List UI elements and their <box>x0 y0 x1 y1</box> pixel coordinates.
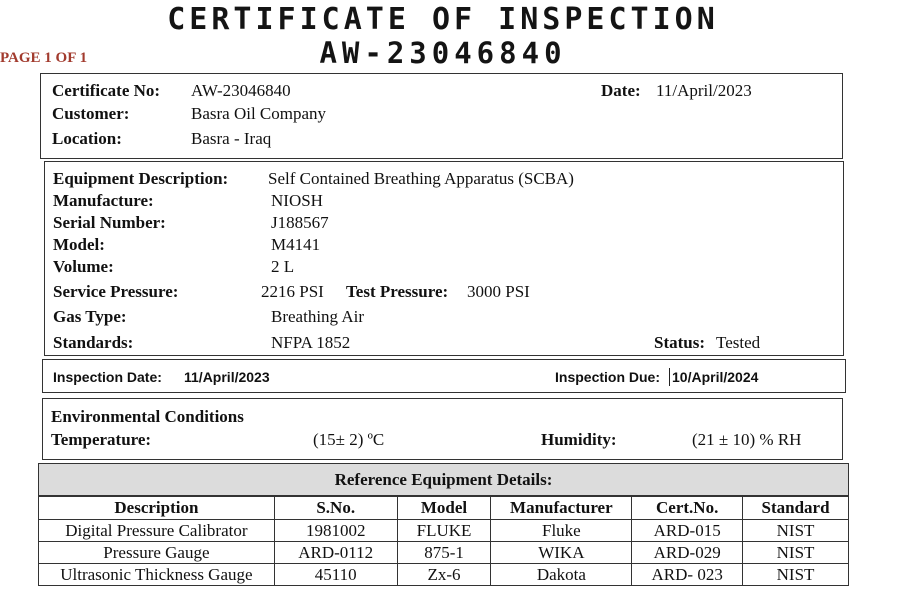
table-row <box>39 564 849 586</box>
column-header: Model <box>397 497 491 520</box>
table-cell: NIST <box>743 564 849 586</box>
customer-value: Basra Oil Company <box>191 104 327 123</box>
table-cell: WIKA <box>491 542 632 564</box>
column-header: Manufacturer <box>491 497 632 520</box>
inspection-date-value: 11/April/2023 <box>184 369 270 385</box>
environment-heading: Environmental Conditions <box>51 407 244 426</box>
table-cell: 1981002 <box>274 520 397 542</box>
table-row <box>39 520 849 542</box>
serial-label: Serial Number: <box>53 213 166 232</box>
service-pressure-label: Service Pressure: <box>53 282 179 301</box>
inspection-due-value: 10/April/2024 <box>672 369 759 385</box>
humidity-value: (21 ± 10) % RH <box>692 430 802 449</box>
cert-no-label: Certificate No: <box>52 81 161 100</box>
column-header: S.No. <box>274 497 397 520</box>
reference-table <box>38 496 849 586</box>
certificate-title: CERTIFICATE OF INSPECTION <box>167 2 719 37</box>
location-value: Basra - Iraq <box>191 129 272 148</box>
manufacture-value: NIOSH <box>271 191 323 210</box>
temperature-value: (15± 2) ºC <box>313 430 385 449</box>
table-cell: Dakota <box>491 564 632 586</box>
service-pressure-value: 2216 PSI <box>261 282 324 301</box>
status-label: Status: <box>654 333 706 352</box>
equipment-description-value: Self Contained Breathing Apparatus (SCBA) <box>268 169 574 188</box>
location-label: Location: <box>52 129 122 148</box>
table-cell: 45110 <box>274 564 397 586</box>
table-cell: ARD-029 <box>632 542 743 564</box>
table-cell: NIST <box>743 542 849 564</box>
table-cell: ARD- 023 <box>632 564 743 586</box>
gas-type-label: Gas Type: <box>53 307 127 326</box>
serial-value: J188567 <box>271 213 329 232</box>
certificate-code: AW-23046840 <box>319 36 567 70</box>
table-cell: NIST <box>743 520 849 542</box>
table-cell: ARD-015 <box>632 520 743 542</box>
reference-header-row <box>39 497 849 520</box>
table-cell: Digital Pressure Calibrator <box>39 520 275 542</box>
table-cell: Zx-6 <box>397 564 491 586</box>
standards-label: Standards: <box>53 333 134 352</box>
model-label: Model: <box>53 235 105 254</box>
gas-type-value: Breathing Air <box>271 307 365 326</box>
table-cell: FLUKE <box>397 520 491 542</box>
column-header: Cert.No. <box>632 497 743 520</box>
humidity-label: Humidity: <box>541 430 617 449</box>
test-pressure-label: Test Pressure: <box>346 282 449 301</box>
equipment-box <box>44 161 844 356</box>
column-header: Standard <box>743 497 849 520</box>
table-cell: Fluke <box>491 520 632 542</box>
inspection-date-label: Inspection Date: <box>53 369 162 385</box>
reference-heading: Reference Equipment Details: <box>38 463 849 496</box>
model-value: M4141 <box>271 235 321 254</box>
manufacture-label: Manufacture: <box>53 191 154 210</box>
date-value: 11/April/2023 <box>656 81 752 100</box>
customer-label: Customer: <box>52 104 130 123</box>
equipment-description-label: Equipment Description: <box>53 169 229 188</box>
volume-label: Volume: <box>53 257 114 276</box>
table-cell: Ultrasonic Thickness Gauge <box>39 564 275 586</box>
table-cell: Pressure Gauge <box>39 542 275 564</box>
test-pressure-value: 3000 PSI <box>467 282 530 301</box>
status-value: Tested <box>716 333 761 352</box>
temperature-label: Temperature: <box>51 430 152 449</box>
cert-no-value: AW-23046840 <box>191 81 291 100</box>
volume-value: 2 L <box>271 257 295 276</box>
standards-value: NFPA 1852 <box>271 333 351 352</box>
inspection-due-label: Inspection Due: <box>555 369 661 385</box>
table-cell: 875-1 <box>397 542 491 564</box>
table-row <box>39 542 849 564</box>
page-indicator: PAGE 1 OF 1 <box>0 50 88 66</box>
text-cursor <box>669 368 670 386</box>
column-header: Description <box>39 497 275 520</box>
date-label: Date: <box>601 81 641 100</box>
table-cell: ARD-0112 <box>274 542 397 564</box>
